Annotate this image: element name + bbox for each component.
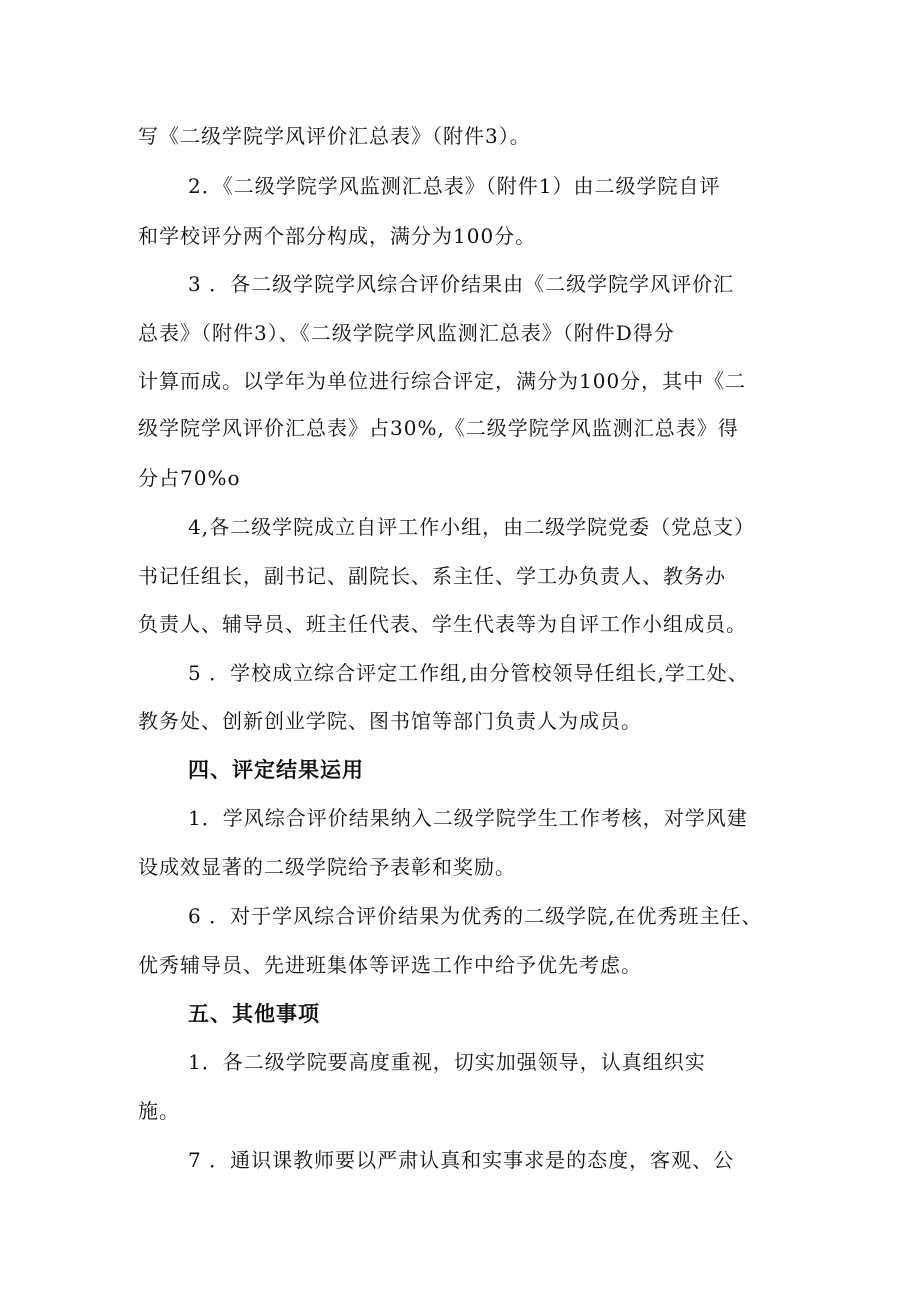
paragraph-line: 4,各二级学院成立自评工作小组，由二级学院党委（党总支） [188,515,756,539]
paragraph-line: 6 ．对于学风综合评价结果为优秀的二级学院,在优秀班主任、 [188,904,763,928]
paragraph-line: 1．学风综合评价结果纳入二级学院学生工作考核，对学风建 [188,806,748,830]
paragraph-line: 设成效显著的二级学院给予表彰和奖励。 [138,855,516,879]
paragraph-line: 分占70%o [138,466,241,490]
paragraph-line: 教务处、创新创业学院、图书馆等部门负责人为成员。 [138,709,642,733]
paragraph-line: 写《二级学院学风评价汇总表》（附件3）。 [138,124,531,148]
paragraph-line: 1．各二级学院要高度重视，切实加强领导，认真组织实 [188,1050,706,1074]
paragraph-line: 5 ．学校成立综合评定工作组,由分管校领导任组长,学工处、 [188,661,749,685]
paragraph-line: 负责人、辅导员、班主任代表、学生代表等为自评工作小组成员。 [138,612,747,636]
paragraph-line: 优秀辅导员、先进班集体等评选工作中给予优先考虑。 [138,953,642,977]
paragraph-line: 计算而成。以学年为单位进行综合评定，满分为100分，其中《二 [138,369,747,393]
paragraph-line: 7 ．通识课教师要以严肃认真和实事求是的态度，客观、公 [188,1148,735,1172]
paragraph-line: 级学院学风评价汇总表》占30%,《二级学院学风监测汇总表》得 [138,416,739,440]
section-heading: 五、其他事项 [188,1002,320,1026]
section-heading: 四、评定结果运用 [188,758,364,782]
paragraph-line: 施。 [138,1099,180,1123]
paragraph-line: 3 ．各二级学院学风综合评价结果由《二级学院学风评价汇 [188,272,735,296]
paragraph-line: 总表》（附件3）、《二级学院学风监测汇总表》（附件D得分 [138,321,675,345]
paragraph-line: 2．《二级学院学风监测汇总表》（附件1）由二级学院自评 [188,174,721,198]
paragraph-line: 书记任组长，副书记、副院长、系主任、学工办负责人、教务办 [138,564,726,588]
paragraph-line: 和学校评分两个部分构成，满分为100分。 [138,224,537,248]
